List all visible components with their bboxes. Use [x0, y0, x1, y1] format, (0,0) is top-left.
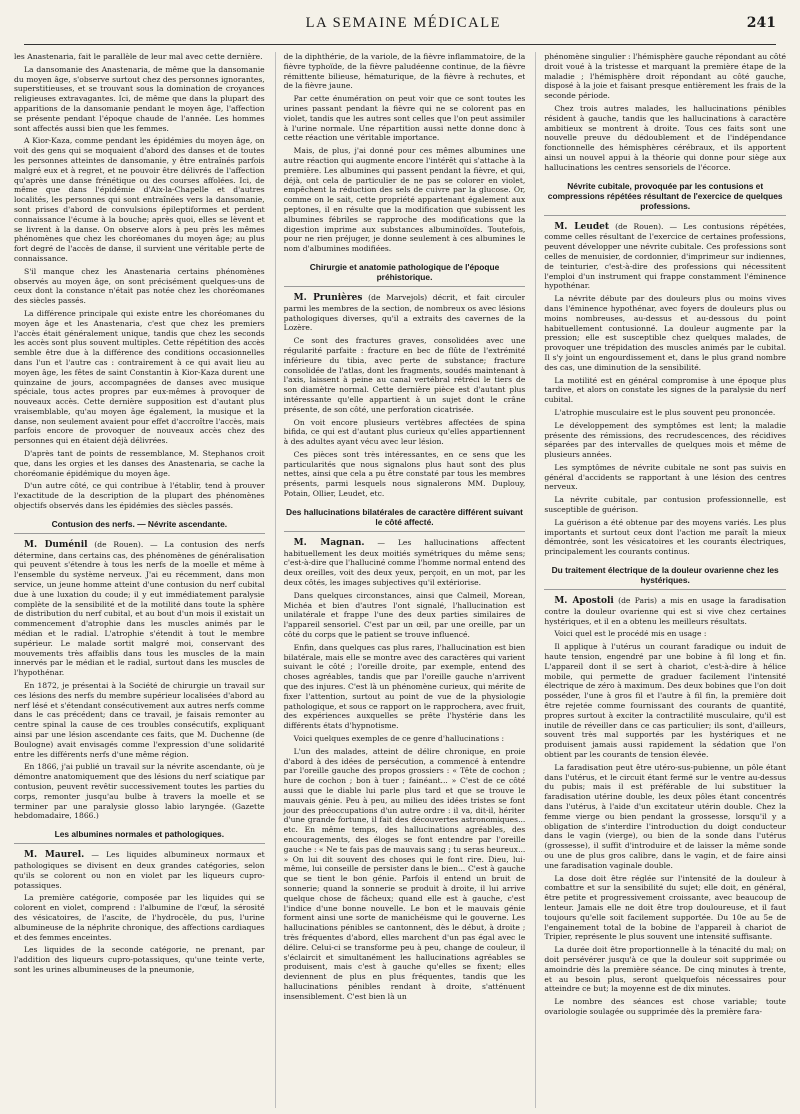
paragraph	[544, 945, 786, 994]
paragraph-text: En 1866, j'ai publié un travail sur la névrite ascendante, où je démontre anatomiquement que des lésions du nerf sciatique par contusion, peuvent revêtir successivement toutes les parties du corps, remonter jusqu'au bulbe à travers la moelle et se terminer par une paralysie glosso labio laryngée. (Gazette hebdomadaire, 1866.)	[14, 762, 265, 821]
paragraph-text: On voit encore plusieurs vertèbres affectées de spina bifida, ce qui est d'autant plus curieux qu'elles appartiennent à des adultes ayant vécu avec leur lésion.	[283, 417, 526, 447]
paragraph	[544, 294, 786, 372]
paragraph-text: Les liquides de la seconde catégorie, ne prenant, par l'addition des liqueurs cupro-potassiques, qu'une teinte verte, sont les urines albumineuses de la pneumonie,	[14, 945, 265, 974]
paragraph-text: A Kior-Kaza, comme pendant les épidémies du moyen âge, on voit des gens qui se moquaient d'abord des danses et de toutes les personnes atteintes de dansomanie, y être entraînés parfois malgré eux et à regret, et ne pouvoir être délivrés de l'affection qu'après une danse frénétique ou des courses affolées. Ici, de même que dans l'épidémie d'Aix-la-Chapelle et d'autres localités, les personnes qui sont entraînées vers la dansomanie, sont prises d'abord de convulsions épileptiformes et perdent connaissance l'écume à la bouche; après quoi, elles se lèvent et se livrent à la danse. On observe alors à peu près les mêmes phénomènes que chez les choréomanes du moyen âge; au plus fort degré de l'accès de danse, il survient une véritable perte de connaissance.	[14, 136, 265, 263]
paragraph-text: Les symptômes de névrite cubitale ne sont pas suivis en général d'accidents se rapportant à une lésion des centres nerveux.	[544, 462, 786, 492]
paragraph	[544, 629, 786, 639]
column-2	[275, 52, 526, 1108]
paragraph	[544, 997, 786, 1017]
paragraph	[14, 850, 265, 890]
author-name: M. Leudet	[554, 221, 610, 232]
section-heading: Les albumines normales et pathologiques.	[14, 829, 265, 844]
paragraph	[14, 681, 265, 759]
author-name: M. Prunières	[293, 292, 363, 303]
paragraph	[284, 747, 526, 1002]
paragraph	[284, 418, 526, 447]
paragraph	[284, 734, 526, 744]
paragraph-text: En 1872, je présentai à la Société de chirurgie un travail sur ces lésions des nerfs du membre supérieur localisées d'abord au nerf lésé et s'étendant consécutivement aux autres nerfs comme dans le cas précédent; dans ce travail, je faisais remonter au centre spinal la cause de ces troubles consécutifs, expliquant ainsi par une lésion ascendante ces faits, que M. Duchenne (de Boulogne) avait envisagés comme l'expression d'une solidarité entre les différents nerfs d'une même région.	[14, 681, 265, 759]
paragraph	[14, 52, 265, 62]
paragraph	[544, 518, 786, 557]
paragraph-text: La faradisation peut être utéro-sus-pubienne, un pôle étant dans l'utérus, et le circuit étant fermé sur le ventre au-dessus du pubis; mais il est préférable de lui substituer la faradisation utérine double, les deux pôles étant concentrés dans l'utérus, à l'aide d'un excitateur utérin double. Chez la femme vierge ou bien pendant la grossesse, lorsqu'il y a obligation de s'interdire l'introduction du doigt conducteur dans le vagin (vierge), ou bien de la sonde dans l'utérus (grossesse), il suffit d'introduire et de laisser la même sonde ou une de plus gros calibre, dans le vagin, et de faire ainsi une faradisation vaginale double.	[544, 762, 786, 870]
section-heading: Contusion des nerfs. — Névrite ascendante.	[14, 519, 265, 534]
paragraph-text: Le développement des symptômes est lent; la maladie présente des rémissions, des recrudescences, des récidives séparées par des intervalles de quelques mois et même de plusieurs années.	[544, 420, 786, 460]
author-name: M. Apostoli	[554, 596, 614, 607]
paragraph-text: La durée doit être proportionnelle à la ténacité du mal; on doit persévérer jusqu'à ce que la douleur soit supprimée ou amoindrie dès la première séance. De cinq minutes à trente, et au besoin plus, seront quelquefois nécessaires pour atteindre ce but; la moyenne est de dix minutes.	[544, 945, 786, 994]
paragraph	[544, 874, 786, 943]
paragraph	[14, 136, 265, 263]
paragraph-text: La dose doit être réglée sur l'intensité de la douleur à combattre et sur la sensibilité du sujet; elle doit, en général, être petite et progressivement croissante, avec beaucoup de lenteur. Jamais elle ne doit être trop douloureuse, et il faut toujours qu'elle soit facilement supportée. Du 10e au 5e de l'engainement total de la bobine de l'appareil à chariot de Tripier, représente le plus souvent une intensité suffisante.	[544, 873, 786, 942]
paragraph	[544, 222, 786, 292]
paragraph	[544, 763, 786, 871]
page-header	[30, 8, 776, 38]
paragraph-text: D'un autre côté, ce qui contribue à l'établir, tend à prouver l'exactitude de la description de la plupart des phénomènes objectifs observés dans les épidémies des siècles passés.	[14, 481, 265, 511]
paragraph	[14, 540, 265, 678]
paragraph-text: La dansomanie des Anastenaria, de même que la dansomanie du moyen âge, s'observe surtout chez des personnes ignorantes, superstitieuses, et se trouvant sous la domination de croyances religieuses extravagantes. Ici, de même que dans la plupart des apparitions de la dansomanie pendant le moyen âge, l'affection se présente pendant l'époque chaude de l'année. Les hommes sont affectés aussi bien que les femmes.	[14, 64, 265, 133]
paragraph-text: (de Rouen). — Les contusions répétées, comme celles résultant de l'exercice de certaines professions, peuvent développer une névrite cubitale. Ces professions sont celles de menuisier, de cordonnier, d'imprimeur sur indiennes, de teinturier, c'est-à-dire des professions qui nécessitent l'emploi d'un instrument qui frappe constamment l'éminence hypothénar.	[544, 221, 786, 291]
paragraph	[284, 293, 526, 333]
paragraph	[284, 591, 526, 640]
paragraph	[14, 267, 265, 306]
author-name: M. Duménil	[24, 539, 88, 550]
paragraph-text: (de Paris) a mis en usage la faradisation contre la douleur ovarienne qui est si vive chez certaines hystériques, et il en a obtenu les meilleurs résultats.	[544, 596, 786, 626]
paragraph	[14, 481, 265, 510]
paragraph	[544, 463, 786, 492]
paragraph	[284, 94, 526, 143]
paragraph	[14, 449, 265, 478]
column-3	[535, 52, 786, 1108]
section-heading: Névrite cubitale, provoquée par les contusions et compressions répétées résultant de l'exercice de quelques professions.	[544, 181, 786, 216]
paragraph	[544, 104, 786, 173]
paragraph-text: Il applique à l'utérus un courant faradique ou induit de haute tension, engendré par une bobine à fil long et fin. L'appareil dont il se sert à chariot, c'est-à-dire à hélice mobile, qui permette de graduer facilement l'intensité électrique de zéro à maximum. Des deux bobines que l'on doit posséder, l'une à gros fil et l'autre à fil fin, la première doit être rejetée comme fournissant des courants de quantité, propres surtout à exciter la contractilité musculaire, qu'il est inutile de réveiller dans ce cas particulier; ils sont, d'ailleurs, souvent très mal supportés par les hystériques et ne produisent jamais aussi rapidement la sédation que l'on obtient par les courants de tension élevée.	[544, 642, 786, 760]
paragraph	[14, 65, 265, 134]
section-heading: Chirurgie et anatomie pathologique de l'époque préhistorique.	[284, 262, 526, 287]
paragraph-text: La différence principale qui existe entre les choréomanes du moyen âge et les Anastenaria, c'est que chez les premiers l'accès était généralement unique, tandis que chez les seconds les accès sont plus souvent multiples. Cette répétition des accès semble être due à la différence des conditions occasionnelles dans l'un et l'autre cas : contrairement à ce qui avait lieu au moyen âge, les fêtes de saint Constantin à Kior-Kaza durent une quinzaine de jours, accompagnées de danses avec musique spéciale, tous actes propres par eux-mêmes à provoquer de nouveaux accès. Cette dernière supposition est d'autant plus vraisemblable, qu'au moyen âge également, la musique et la danse, non seulement avaient pour effet d'accroître l'accès, mais parfois encore de provoquer de nouveaux accès chez des personnes qui en étaient déjà délivrées.	[14, 308, 265, 446]
paragraph-text: — Les liquides albumineux normaux et pathologiques se divisent en deux grandes catégories, selon qu'ils se colorent ou non en violet par les liqueurs cupro-potassiques.	[14, 850, 265, 890]
paragraph-text: D'après tant de points de ressemblance, M. Stephanos croit que, dans les orgies et les danses des Anastenaria, se cache la choréomanie épidémique du moyen âge.	[14, 449, 265, 478]
paragraph-text: Enfin, dans quelques cas plus rares, l'hallucination est bien bilatérale, mais elle se montre avec des caractères qui varient suivant le côté ; l'oreille droite, par exemple, entend des choses agréables, tandis que par l'oreille gauche n'arrivent que des injures. C'est là un phénomène curieux, qui mérite de fixer l'attention, surtout au point de vue de la physiologie pathologique, et sous ce rapport on le rapprochera, avec fruit, des expériences auxquelles se prête l'hystérie dans les différents états d'hypnotisme.	[283, 642, 526, 731]
paragraph-text: Voici quelques exemples de ce genre d'hallucinations :	[293, 734, 505, 744]
paragraph	[284, 146, 526, 254]
paragraph-text: S'il manque chez les Anastenaria certains phénomènes observés au moyen âge, on sont précisément quelques-uns de ceux dont la constance n'était pas notée chez les choréomanes des siècles passés.	[14, 266, 265, 306]
paragraph	[284, 643, 526, 731]
author-name: M. Maurel.	[24, 850, 85, 861]
paragraph-text: Mais, de plus, j'ai donné pour ces mêmes albumines une autre réaction qui augmente encore l'intérêt qui s'attache à la première. Les albumines qui passent pendant la fièvre, et qui, déjà, ont cela de particulier de ne pas se colorer en violet, empêchent la réduction des sels de cuivre par la glucose. Or, comme on le sait, cette propriété appartenant également aux peptones, il en résulte que la modification que subissent les albumines fébriles se rapproche des modifications que la digestion imprime aux substances albuminoïdes. Toutefois, pour ne rien préjuger, je donne seulement à ces albumines le nom d'albumines modifiées.	[283, 146, 526, 254]
paragraph	[284, 52, 526, 91]
paragraph	[284, 336, 526, 414]
page-number: 241	[746, 15, 776, 31]
paragraph	[544, 596, 786, 626]
paragraph	[544, 495, 786, 515]
author-name: M. Magnan.	[293, 537, 365, 548]
paragraph-text: de la diphthérie, de la variole, de la fièvre inflammatoire, de la fièvre typhoïde, de la fièvre paludéenne continue, de la fièvre rémittente bilieuse, hématurique, de la fièvre à rechutes, et de la fièvre jaune.	[283, 52, 526, 91]
paragraph-text: Ce sont des fractures graves, consolidées avec une régularité parfaite : fracture en bec de flûte de l'extrémité inférieure du tibia, avec perte de substance; fracture consolidée de l'atlas, dont les fragments, soudés maintenant à l'axis, laissent à peine au canal vertébral rétréci le tiers de son diamètre normal. Cette dernière pièce est d'autant plus intéressante qu'elle appartient à un sujet dont le crâne présente, de son côté, une perforation cicatrisée.	[283, 336, 526, 414]
paragraph-text: Chez trois autres malades, les hallucinations pénibles résident à gauche, tandis que les hallucinations à caractère ambitieux se montrent à droite. Tous ces faits sont une nouvelle preuve du dédoublement et de l'indépendance fonctionnelle des hémisphères cérébraux, et ils apportent ainsi un nouvel appui à la théorie qui donne pour siège aux hallucinations les centres sensoriels de l'écorce.	[544, 103, 786, 172]
paragraph	[284, 450, 526, 499]
paragraph-text: Dans quelques circonstances, ainsi que Calmeil, Morean, Michéa et bien d'autres l'ont signalé, l'hallucination est unilatérale et frappe l'une des deux parties similaires de l'appareil sensoriel. C'est par un œil, par une oreille, par un côté du corps que le patient se trouve influencé.	[283, 590, 526, 640]
paragraph	[14, 762, 265, 821]
paragraph-text: Ces pièces sont très intéressantes, en ce sens que les particularités que nous signalons plus haut sont des plus nettes, ainsi que cela a pu être constaté par tous les membres présents, parmi lesquels nous signalerons MM. Duplouy, Potain, Ollier, Leudet, etc.	[283, 449, 526, 499]
paragraph	[544, 642, 786, 760]
paragraph	[14, 893, 265, 942]
paragraph	[544, 52, 786, 101]
paragraph-text: Le nombre des séances est chose variable; toute ovariologie soulagée ou supprimée dès la première fara-	[544, 997, 786, 1016]
column-1	[14, 52, 265, 1108]
paragraph-text: La première catégorie, composée par les liquides qui se colorent en violet, comprend : l'albumine de l'œuf, la sérosité des vésicatoires, de l'ascite, de l'hydrocèle, du pus, l'urine albumineuse de la néphrite chronique, des affections cardiaques et des femmes enceintes.	[14, 893, 265, 942]
paragraph-text: La névrite débute par des douleurs plus ou moins vives dans l'éminence hypothénar, avec foyers de douleurs plus ou moins nombreuses, au-dessus et au-dessous du point habituellement contusionné. La douleur augmente par la pression; elle est susceptible chez quelques malades, de provoquer une trépidation des muscles animés par le cubital. Il s'y joint un engourdissement et, dans le plus grand nombre des cas, une diminution de la sensibilité.	[544, 294, 786, 372]
section-heading: Du traitement électrique de la douleur ovarienne chez les hystériques.	[544, 565, 786, 590]
paragraph-text: (de Marvejols) décrit, et fait circuler parmi les membres de la section, de nombreux os avec lésions pathologiques diverses, qu'il a extraits des cavernes de la Lozère.	[283, 292, 526, 333]
paragraph-text: L'un des malades, atteint de délire chronique, en proie d'abord à des idées de persécution, a commencé à entendre par l'oreille gauche des propos grossiers : « Tête de cochon ; hure de cochon ; bon à tuer ; fainéant... » C'est de ce côté aussi que le diable lui parle plus tard et que se trouve le mauvais génie. Peu à peu, au milieu des idées tristes se font jour des préoccupations d'un autre ordre : il va, dit-il, hériter d'une grande fortune, il fait des découvertes astronomiques... etc. En même temps, des hallucinations agréables, des encouragements, des éloges se font entendre par l'oreille gauche : « Ne te fais pas de mauvais sang ; tu seras heureux... » On lui dit souvent des choses qui le font rire. Dieu, lui-même, lui conseille de persister dans le bien... C'est à gauche que se tient le bon génie. Parfois il entend un bruit de sonnerie; quand la sonnerie se produit à droite, il lui arrive quelque chose de fâcheux; quand elle est à gauche, c'est l'indice d'une bonne nouvelle. Le bon et le mauvais génie forment ainsi une sorte de manichéisme qui le gouverne. Les hallucinations pénibles se cantonnent, dès le début, à droite ; très fréquentes d'abord, elles marchent d'un pas égal avec le délire. Celui-ci se transforme peu à peu, change de couleur, il s'éclaircit et simultanément les hallucinations agréables se produisent, mais c'est à gauche qu'elles se fixent; elles deviennent de plus en plus fréquentes, tandis que les hallucinations pénibles rendant à droite, s'atténuent insensiblement. C'est bien là un	[283, 746, 526, 1001]
paragraph-text: La guérison a été obtenue par des moyens variés. Les plus importants et surtout ceux dont l'action me paraît la mieux démontrée, sont les vésicatoires et les courants électriques, principalement les courants continus.	[544, 517, 786, 557]
paragraph-text: Voici quel est le procédé mis en usage :	[554, 629, 707, 639]
paragraph	[284, 538, 526, 588]
header-rule	[24, 44, 776, 45]
paragraph-text: L'atrophie musculaire est le plus souvent peu prononcée.	[554, 407, 776, 417]
paragraph-text: les Anastenaria, fait le parallèle de leur mal avec cette dernière.	[14, 52, 263, 61]
paragraph-text: (de Rouen). — La contusion des nerfs détermine, dans certains cas, des phénomènes de généralisation qui peuvent s'étendre à tous les nerfs de la moelle et même à l'ensemble du système nerveux. J'ai eu récemment, dans mon service, un jeune homme atteint d'une contusion du nerf cubital due à une luxation du coude; il y eut immédiatement paralysie complète de la sensibilité et de la motilité dans toute la sphère de distribution du nerf cubital, et au bout d'un mois il existait un commencement d'atrophie dans les muscles animés par le médian et le radial. L'atrophie s'étendit à tout le membre supérieur. Le malade sortit malgré moi, conservant des mouvements très affaiblis dans tous les muscles de la main innervés par le médian et le radial, surtout dans les muscles de l'hypothénar.	[14, 539, 265, 678]
paragraph-text: Par cette énumération on peut voir que ce sont toutes les urines passant pendant la fièvre qui ne se colorent pas en violet, tandis que les autres sont celles que l'on peut assimiler à l'urine normale. Une répartition aussi nette donne donc à cette réaction une véritable importance.	[283, 94, 526, 143]
paragraph	[544, 408, 786, 418]
text-columns	[14, 52, 786, 1108]
paragraph	[14, 945, 265, 974]
paragraph-text: — Les hallucinations affectent habituellement les deux moitiés symétriques du même sens; c'est-à-dire que l'halluciné comme l'homme normal entend des deux oreilles, voit des deux yeux, perçoit, en un mot, par les deux côtés, les images subjectives qu'il extériorise.	[283, 537, 526, 588]
paragraph	[544, 376, 786, 405]
paragraph	[14, 309, 265, 446]
paragraph-text: La motilité est en général compromise à une époque plus tardive, et alors on constate les signes de la paralysie du nerf cubital.	[544, 375, 786, 405]
paragraph	[544, 421, 786, 460]
paragraph-text: phénomène singulier : l'hémisphère gauche répondant au côté droit voué à la tristesse et marquant la première étape de la maladie ; l'hémisphère droit répondant au côté gauche, disposé à la joie et faisant presque entièrement les frais de la seconde période.	[544, 52, 786, 101]
section-heading: Des hallucinations bilatérales de caractère différent suivant le côté affecté.	[284, 507, 526, 532]
paragraph-text: La névrite cubitale, par contusion professionnelle, est susceptible de guérison.	[544, 495, 786, 515]
journal-title: LA SEMAINE MÉDICALE	[305, 14, 502, 31]
